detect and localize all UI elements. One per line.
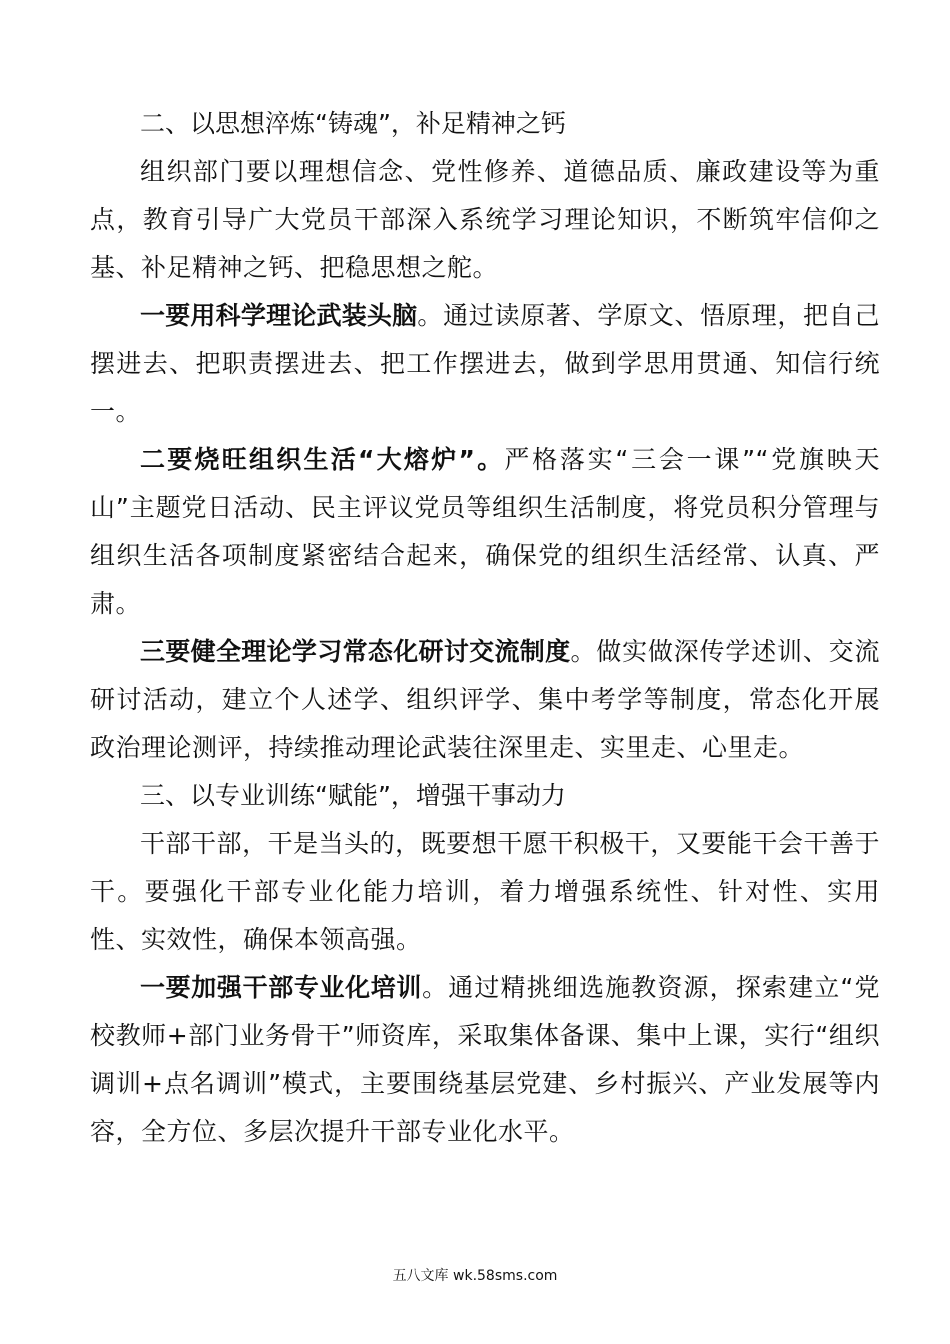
paragraph-text: 。通过精挑细选施教资源，探索建立“党校教师+部门业务骨干”师资库，采取集体备课、集中上课，实行“组织调训+点名调训”模式，主要围绕基层党建、乡村振兴、产业发展等内容，全方位、多层次提升干部专业化水平。 (90, 973, 880, 1146)
footer-site-name: 五八文库 (392, 1268, 449, 1284)
body-paragraph (90, 436, 880, 628)
paragraph-lead: 三要健全理论学习常态化研讨交流制度 (140, 637, 571, 666)
body-paragraph (90, 628, 880, 772)
body-paragraph (90, 148, 880, 292)
paragraph-text: 。做实做深传学述训、交流研讨活动，建立个人述学、组织评学、集中考学等制度，常态化开展政治理论测评，持续推动理论武装往深里走、实里走、心里走。 (90, 637, 880, 762)
body-paragraph (90, 292, 880, 436)
paragraph-text: 组织部门要以理想信念、党性修养、道德品质、廉政建设等为重点，教育引导广大党员干部深入系统学习理论知识，不断筑牢信仰之基、补足精神之钙、把稳思想之舵。 (90, 157, 880, 282)
paragraph-lead: 一要用科学理论武装头脑 (140, 301, 418, 330)
body-paragraph (90, 820, 880, 964)
section-heading-3: 三、以专业训练“赋能”，增强干事动力 (140, 781, 566, 810)
paragraph-text: 干部干部，干是当头的，既要想干愿干积极干，又要能干会干善于干。要强化干部专业化能力培训，着力增强系统性、针对性、实用性、实效性，确保本领高强。 (90, 829, 880, 954)
paragraph-text: 。通过读原著、学原文、悟原理，把自己摆进去、把职责摆进去、把工作摆进去，做到学思用贯通、知信行统一。 (90, 301, 880, 426)
page-footer (0, 1265, 950, 1285)
footer-domain-link[interactable]: wk.58sms.com (453, 1268, 558, 1284)
section-heading-2: 二、以思想淬炼“铸魂”，补足精神之钙 (140, 109, 566, 138)
paragraph-text: 严格落实“三会一课”“党旗映天山”主题党日活动、民主评议党员等组织生活制度，将党员积分管理与组织生活各项制度紧密结合起来，确保党的组织生活经常、认真、严肃。 (90, 445, 880, 618)
body-paragraph (90, 964, 880, 1156)
document-body (90, 100, 880, 1156)
paragraph-lead: 二要烧旺组织生活“大熔炉”。 (140, 445, 505, 474)
paragraph-lead: 一要加强干部专业化培训 (140, 973, 423, 1002)
